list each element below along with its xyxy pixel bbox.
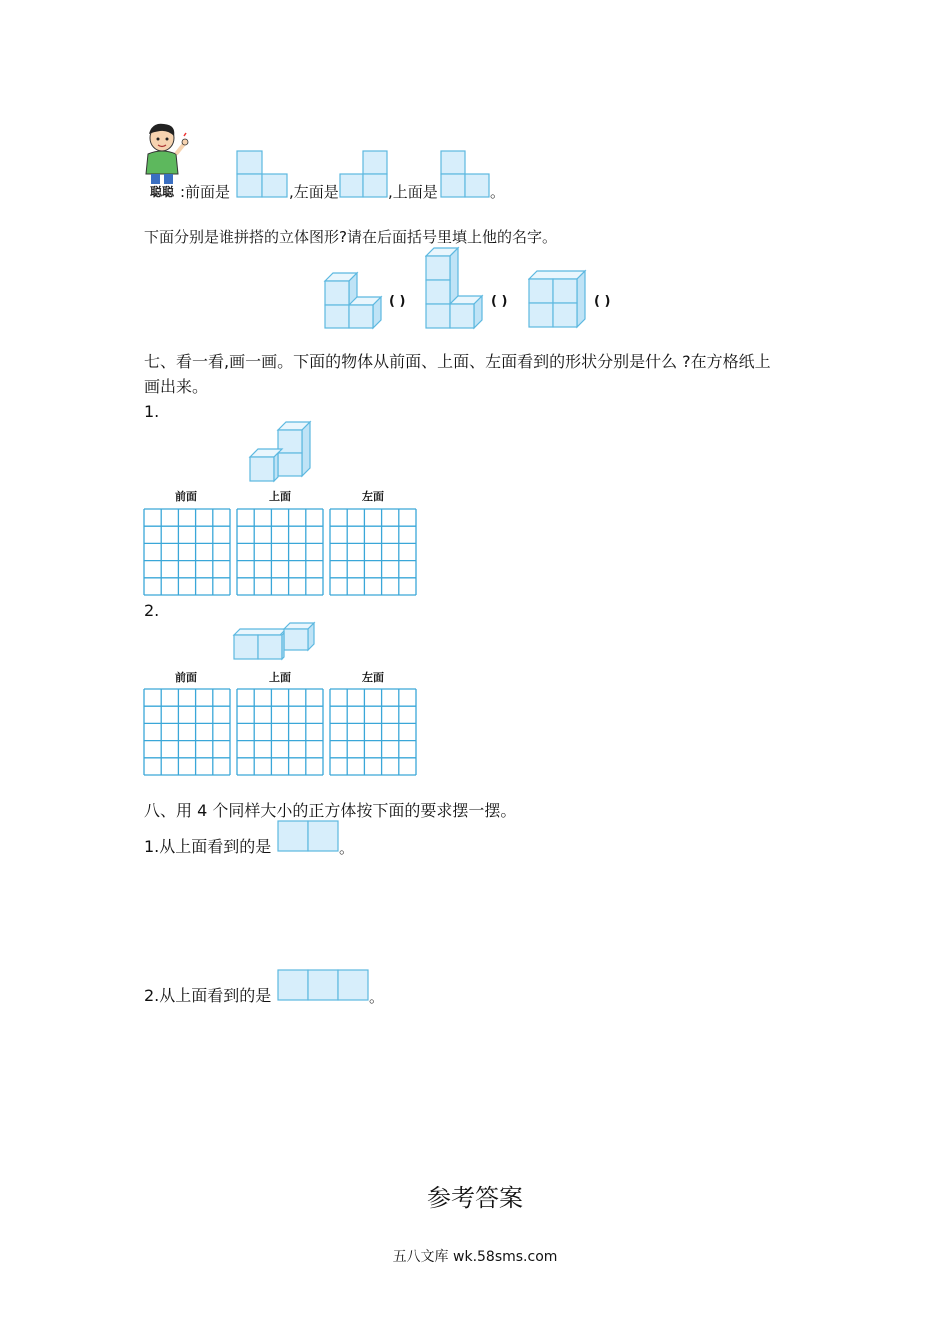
q1-end-mark: 。: [339, 839, 355, 857]
paren-c: ( ): [594, 294, 611, 309]
grid-left-1[interactable]: [329, 508, 417, 596]
section8-title: 八、用 4 个同样大小的正方体按下面的要求摆一摆。: [144, 801, 517, 820]
front-view-shape: [236, 150, 288, 198]
top-view-shape: [440, 150, 490, 198]
left-view-shape: [339, 150, 388, 198]
solid-c: [528, 268, 588, 330]
q2-top-view-shape: [277, 969, 369, 1002]
label-left-1: 左面: [362, 490, 384, 503]
section8-q1: 1.从上面看到的是: [144, 837, 272, 856]
left-label: ,左面是: [289, 183, 339, 201]
section7-title-line2: 画出来。: [144, 377, 209, 396]
label-front-2: 前面: [175, 671, 197, 684]
front-label: :前面是: [180, 183, 231, 201]
speaker-name: 聪聪: [150, 185, 175, 199]
grid-top-1[interactable]: [236, 508, 324, 596]
grid-left-2[interactable]: [329, 688, 417, 776]
label-top-1: 上面: [269, 490, 291, 503]
q1-top-view-shape: [277, 820, 339, 853]
label-top-2: 上面: [269, 671, 291, 684]
paren-b: ( ): [491, 294, 508, 309]
solid-7-1: [248, 420, 312, 484]
section7-title-line1: 七、看一看,画一画。下面的物体从前面、上面、左面看到的形状分别是什么 ?在方格纸上: [144, 352, 771, 371]
label-front-1: 前面: [175, 490, 197, 503]
solid-a: [323, 246, 383, 330]
section8-q2: 2.从上面看到的是: [144, 986, 272, 1005]
label-left-2: 左面: [362, 671, 384, 684]
solid-b: [425, 246, 485, 330]
answers-title: 参考答案: [427, 1184, 523, 1212]
grid-front-1[interactable]: [143, 508, 231, 596]
top-label: ,上面是: [388, 183, 438, 201]
section7-item2: 2.: [144, 601, 160, 620]
end-mark: 。: [490, 183, 506, 201]
boy-illustration: [140, 122, 192, 188]
solid-7-2: [232, 620, 316, 662]
q2-end-mark: 。: [369, 988, 385, 1006]
section7-item1: 1.: [144, 402, 160, 421]
grid-front-2[interactable]: [143, 688, 231, 776]
footer: 五八文库 wk.58sms.com: [392, 1249, 558, 1265]
paren-a: ( ): [389, 294, 406, 309]
grid-top-2[interactable]: [236, 688, 324, 776]
question-line: 下面分别是谁拼搭的立体图形?请在后面括号里填上他的名字。: [144, 228, 557, 246]
